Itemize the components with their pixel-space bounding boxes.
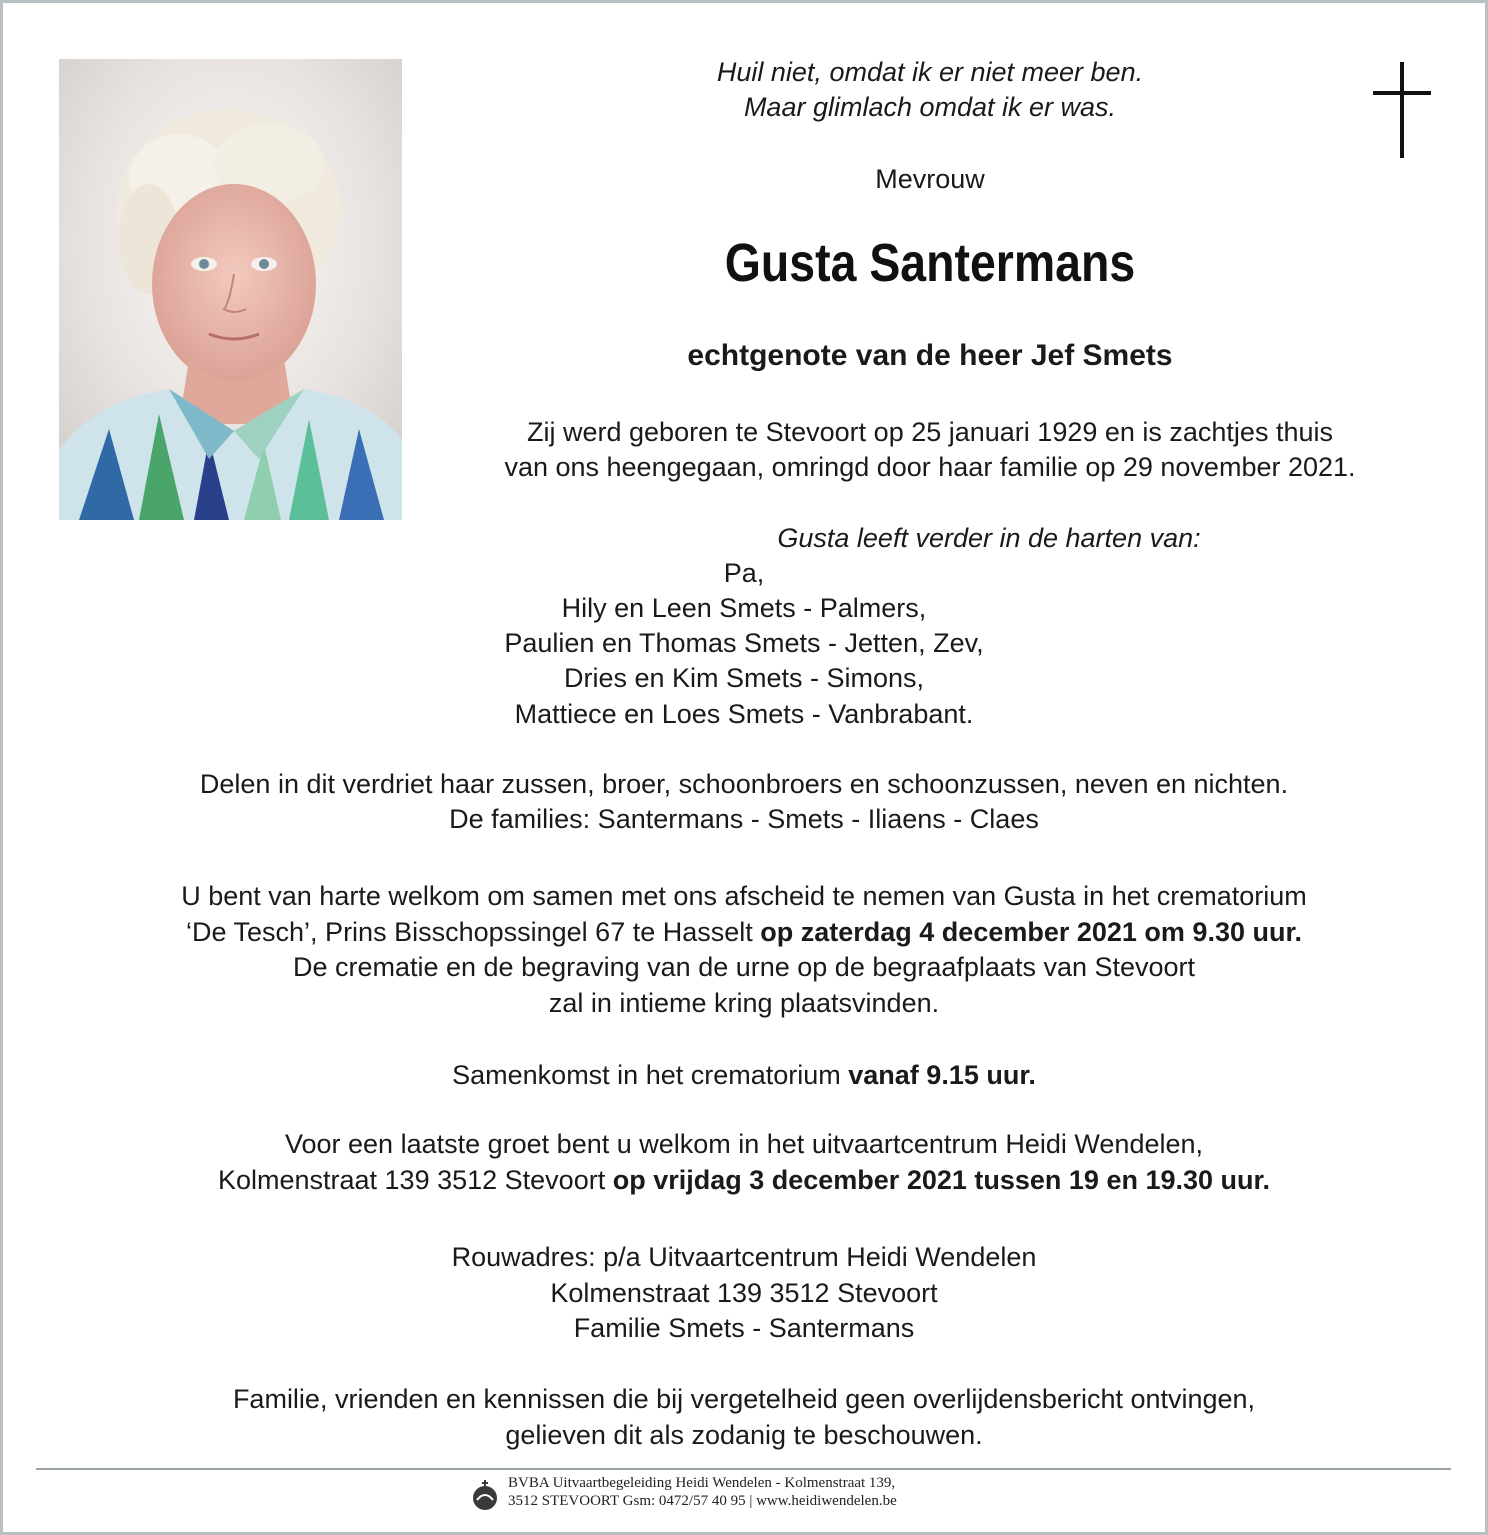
deceased-name: Gusta Santermans	[724, 233, 1136, 293]
quote-line-2: Maar glimlach omdat ik er was.	[743, 92, 1117, 122]
footer-line-1: BVBA Uitvaartbegeleiding Heidi Wendelen - Kolmenstraat 139,	[508, 1475, 896, 1491]
footer-line-2: 3512 STEVOORT Gsm: 0472/57 40 95 | www.heidiwendelen.be	[508, 1493, 897, 1509]
survivor-name: Paulien en Thomas Smets - Jetten, Zev,	[504, 628, 984, 658]
farewell-line-1: Voor een laatste groet bent u welkom in het uitvaartcentrum Heidi Wendelen,	[284, 1129, 1204, 1159]
survivor-name: Mattiece en Loes Smets - Vanbrabant.	[514, 699, 974, 729]
ceremony-datetime: op zaterdag 4 december 2021 om 9.30 uur.	[760, 917, 1302, 947]
survivor-name: Dries en Kim Smets - Simons,	[563, 663, 925, 693]
address-line-2: Kolmenstraat 139 3512 Stevoort	[550, 1278, 938, 1308]
address-line-3: Familie Smets - Santermans	[573, 1313, 915, 1343]
quote-line-1: Huil niet, omdat ik er niet meer ben.	[716, 57, 1144, 87]
closing-line-2: gelieven dit als zodanig te beschouwen.	[505, 1420, 983, 1450]
portrait-photo	[59, 59, 402, 520]
farewell-datetime: op vrijdag 3 december 2021 tussen 19 en 19.30 uur.	[612, 1165, 1271, 1195]
portrait-illustration	[59, 59, 402, 520]
footer-divider	[36, 1468, 1451, 1470]
ceremony-line-1: U bent van harte welkom om samen met ons afscheid te nemen van Gusta in het crematorium	[181, 881, 1307, 911]
birth-death-line-2: van ons heengegaan, omringd door haar familie op 29 november 2021.	[504, 452, 1356, 482]
ceremony-location: ‘De Tesch’, Prins Bisschopssingel 67 te Hasselt	[186, 917, 761, 947]
survivor-name: Pa,	[723, 558, 765, 588]
footer-text	[508, 1474, 897, 1510]
survivor-name: Hily en Leen Smets - Palmers,	[561, 593, 927, 623]
funeral-home-logo-icon	[468, 1478, 502, 1512]
grief-line-2: De families: Santermans - Smets - Iliaens - Claes	[449, 804, 1039, 834]
ceremony-line-2	[0, 915, 1488, 950]
birth-death-line-1: Zij werd geboren te Stevoort op 25 januari 1929 en is zachtjes thuis	[527, 417, 1333, 447]
farewell-address: Kolmenstraat 139 3512 Stevoort	[217, 1165, 613, 1195]
salutation: Mevrouw	[875, 164, 985, 194]
grief-line-1: Delen in dit verdriet haar zussen, broer, schoonbroers en schoonzussen, neven en nichten.	[199, 769, 1289, 799]
address-line-1: Rouwadres: p/a Uitvaartcentrum Heidi Wendelen	[451, 1242, 1037, 1272]
ceremony-line-3: De crematie en de begraving van de urne op de begraafplaats van Stevoort	[292, 952, 1196, 982]
gathering-line	[0, 1058, 1488, 1093]
farewell-line-2	[0, 1163, 1488, 1198]
ceremony-line-4: zal in intieme kring plaatsvinden.	[548, 988, 940, 1018]
gathering-time: vanaf 9.15 uur.	[848, 1060, 1036, 1090]
survivors-intro: Gusta leeft verder in de harten van:	[777, 523, 1201, 553]
gathering-text: Samenkomst in het crematorium	[452, 1060, 849, 1090]
spouse-line: echtgenote van de heer Jef Smets	[687, 339, 1173, 372]
closing-line-1: Familie, vrienden en kennissen die bij vergetelheid geen overlijdensbericht ontvingen,	[232, 1384, 1256, 1414]
